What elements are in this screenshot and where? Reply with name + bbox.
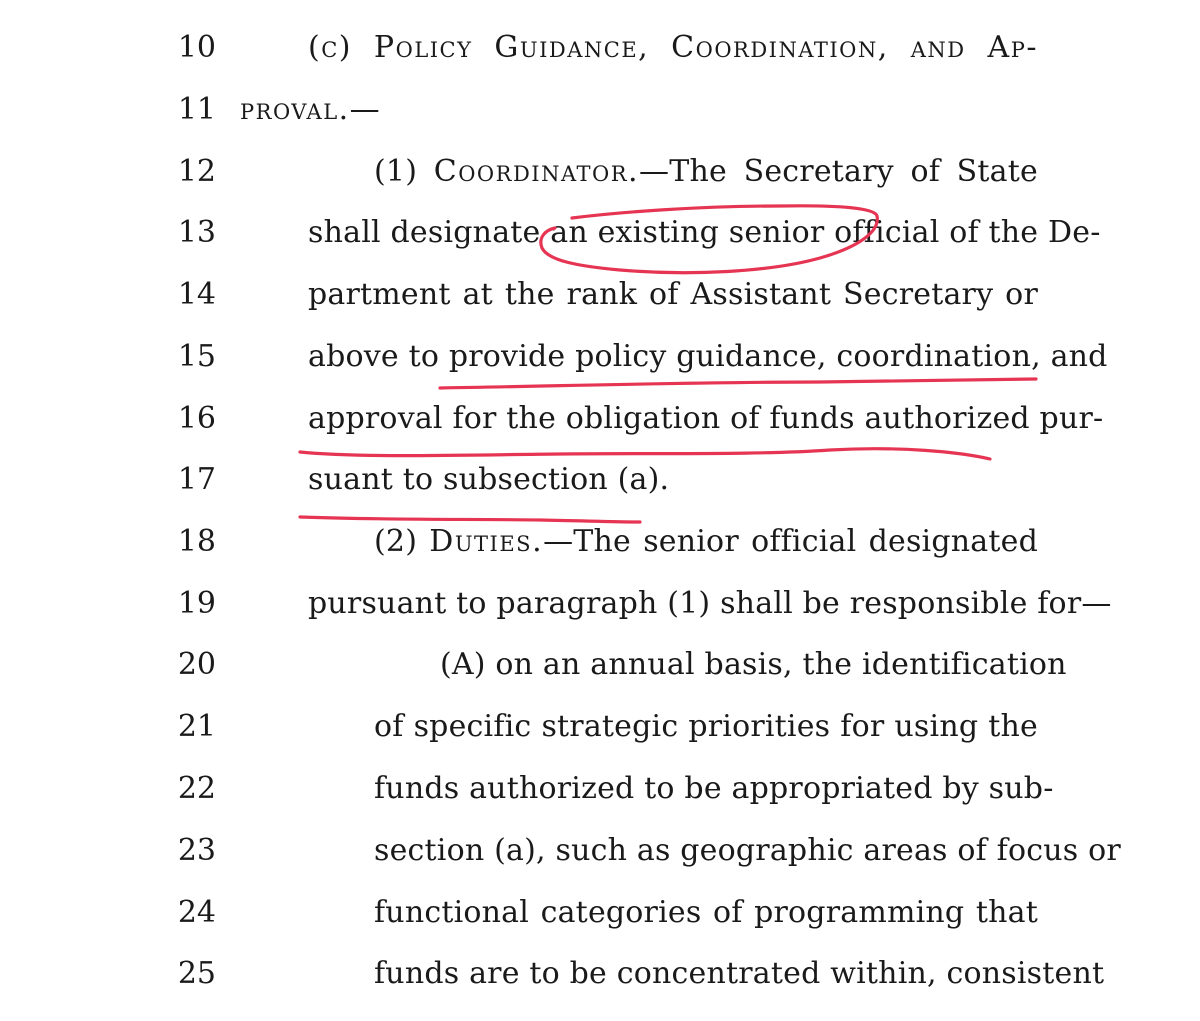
line-number: 18 — [177, 524, 216, 559]
heading-smallcaps: Duties. — [429, 524, 544, 559]
line-text: (c) Policy Guidance, Coordination, and Ap- — [308, 30, 1038, 65]
line-number: 17 — [177, 462, 216, 497]
line-number: 11 — [177, 92, 216, 127]
line-number: 14 — [177, 277, 216, 312]
line-text: of specific strategic priorities for using the — [374, 709, 1038, 744]
line-text: funds authorized to be appropriated by sub- — [374, 771, 1054, 806]
line-text: proval.— — [240, 92, 382, 127]
text-line — [0, 821, 1200, 883]
line-number: 15 — [177, 339, 216, 374]
text-line — [0, 18, 1200, 80]
line-text: above to provide policy guidance, coordination, and — [308, 339, 1108, 374]
text-line — [0, 450, 1200, 512]
line-number: 22 — [177, 771, 216, 806]
line-number: 19 — [177, 586, 216, 621]
text-line — [0, 944, 1200, 1006]
line-text: section (a), such as geographic areas of focus or — [374, 833, 1121, 868]
line-text: pursuant to paragraph (1) shall be responsible for— — [308, 586, 1112, 621]
text-line — [0, 142, 1200, 204]
heading-smallcaps: Coordinator. — [433, 154, 640, 189]
text-line — [0, 883, 1200, 945]
text-line — [0, 512, 1200, 574]
text-line — [0, 203, 1200, 265]
line-text: suant to subsection (a). — [308, 462, 670, 497]
text-line — [0, 389, 1200, 451]
text-line — [0, 327, 1200, 389]
line-text: functional categories of programming that — [374, 895, 1038, 930]
text-line — [0, 265, 1200, 327]
line-number: 24 — [177, 895, 216, 930]
line-text: approval for the obligation of funds authorized pur- — [308, 401, 1104, 436]
line-text: (A) on an annual basis, the identification — [440, 647, 1067, 682]
line-number: 10 — [177, 30, 216, 65]
line-text: funds are to be concentrated within, consistent — [374, 956, 1105, 991]
line-text: shall designate an existing senior official of the De- — [308, 215, 1101, 250]
line-text: (2) Duties.—The senior official designated — [374, 524, 1038, 559]
line-number: 12 — [177, 154, 216, 189]
line-number: 13 — [177, 215, 216, 250]
line-number: 25 — [177, 956, 216, 991]
text-line — [0, 759, 1200, 821]
text-line — [0, 574, 1200, 636]
text-line — [0, 697, 1200, 759]
text-line — [0, 635, 1200, 697]
line-number: 23 — [177, 833, 216, 868]
line-number: 21 — [177, 709, 216, 744]
line-text: partment at the rank of Assistant Secretary or — [308, 277, 1038, 312]
line-number: 20 — [177, 647, 216, 682]
line-number: 16 — [177, 401, 216, 436]
line-text: (1) Coordinator.—The Secretary of State — [374, 154, 1038, 189]
text-line — [0, 80, 1200, 142]
